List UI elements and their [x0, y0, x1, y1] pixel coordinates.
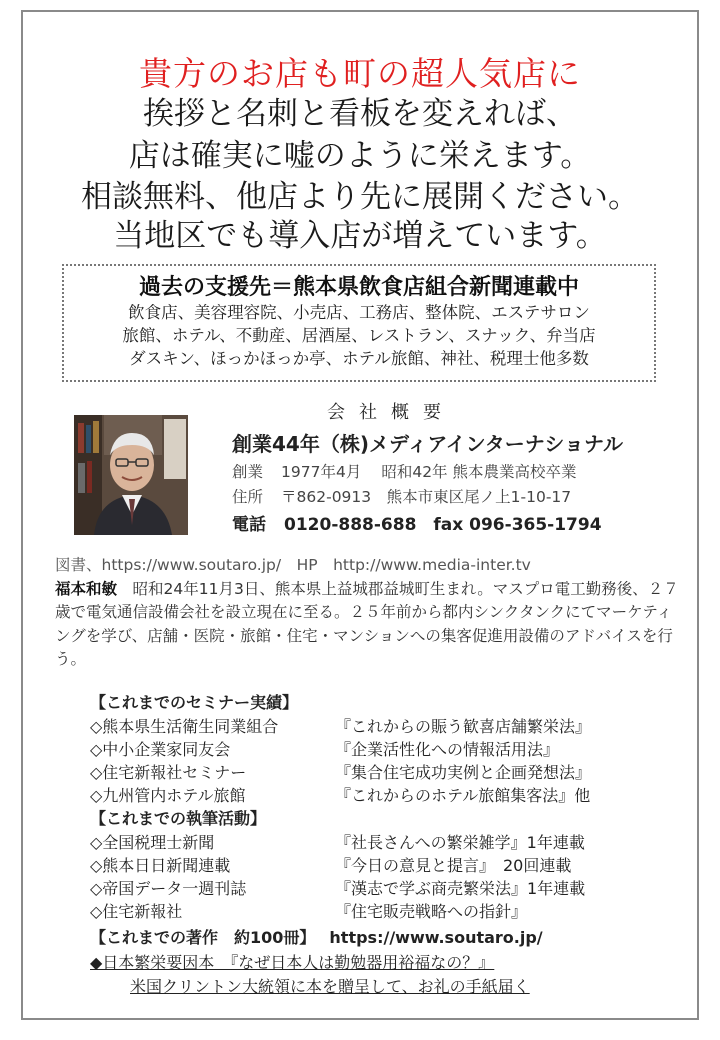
- list-item-org: ◇住宅新報社セミナー: [90, 763, 247, 782]
- founded-extra: 昭和42年 熊本農業高校卒業: [381, 463, 577, 481]
- writings-header: 【これまでの執筆活動】: [90, 809, 267, 828]
- books-line: [90, 925, 690, 951]
- headline-line-4: 当地区でも導入店が増えています。: [113, 218, 607, 254]
- list-item: [90, 761, 690, 784]
- company-section-title: 会社概要: [327, 402, 455, 423]
- bio-text-block: [55, 578, 685, 672]
- list-item-org: ◇熊本県生活衛生同業組合: [90, 717, 279, 736]
- support-box: [62, 264, 656, 382]
- phone-label: 電話: [232, 515, 266, 535]
- founded-date: 1977年4月: [281, 463, 362, 481]
- books-url: https://www.soutaro.jp/: [329, 928, 543, 947]
- headline-red: 貴方のお店も町の超人気店に: [139, 54, 581, 93]
- founded-row: [232, 460, 692, 482]
- list-item: [90, 831, 690, 854]
- list-item-title: 『集合住宅成功実例と企画発想法』: [335, 763, 592, 782]
- phone-value: 0120-888-688 fax 096-365-1794: [284, 515, 602, 535]
- support-line: 飲食店、美容理容院、小売店、工務店、整体院、エステサロン: [128, 303, 590, 322]
- achievements: [90, 691, 690, 999]
- list-item-org: ◇住宅新報社: [90, 902, 183, 921]
- bio-urls: 図書、https://www.soutaro.jp/ HP http://www.media-inter.tv: [55, 556, 531, 574]
- address-row: [232, 485, 692, 507]
- support-title: 過去の支援先＝熊本県飲食店組合新聞連載中: [138, 275, 579, 300]
- list-item-org: ◇九州管内ホテル旅館: [90, 786, 246, 805]
- list-item: [90, 738, 690, 761]
- company-info: [232, 398, 692, 535]
- list-item-title: 『これからのホテル旅館集客法』他: [335, 786, 591, 805]
- list-item-org: ◇中小企業家同友会: [90, 740, 231, 759]
- founder-photo: [74, 415, 188, 535]
- seminars-header: 【これまでのセミナー実績】: [90, 693, 299, 712]
- headline-line-2: 店は確実に嘘のように栄えます。: [128, 138, 592, 174]
- list-item-org: ◇帝国データ一週刊誌: [90, 879, 247, 898]
- list-item-title: 『漢志で学ぶ商売繁栄法』1年連載: [335, 879, 586, 898]
- address-value: 〒862-0913 熊本市東区尾ノ上1-10-17: [281, 488, 572, 506]
- headline-line-1: 挨拶と名刺と看板を変えれば、: [143, 96, 577, 132]
- list-item: [90, 900, 690, 923]
- list-item: [90, 715, 690, 738]
- company-name: 創業44年（株)メディアインターナショナル: [232, 432, 623, 456]
- book-highlight: ◆日本繁栄要因本 『なぜ日本人は勤勉器用裕福なの？』: [90, 953, 495, 972]
- founded-label: 創業: [232, 463, 264, 481]
- list-item-org: ◇全国税理士新聞: [90, 833, 215, 852]
- support-line: ダスキン、ほっかほっか亭、ホテル旅館、神社、税理士他多数: [129, 349, 589, 368]
- phone-row: [232, 510, 692, 535]
- book-note: 米国クリントン大統領に本を贈呈して、お礼の手紙届く: [130, 977, 530, 996]
- list-item-title: 『住宅販売戦略への指針』: [335, 902, 528, 921]
- list-item-title: 『企業活性化への情報活用法』: [335, 740, 560, 759]
- headline-line-3: 相談無料、他店より先に展開ください。: [81, 179, 639, 215]
- founder-name: 福本和敏: [55, 579, 118, 598]
- biography: [55, 554, 685, 672]
- list-item-title: 『これからの賑う歓喜店舗繁栄法』: [335, 717, 592, 736]
- list-item-title: 『社長さんへの繁栄雑学』1年連載: [335, 833, 585, 852]
- list-item: [90, 784, 690, 807]
- books-label: 【これまでの著作 約100冊】: [90, 928, 316, 947]
- list-item-org: ◇熊本日日新聞連載: [90, 856, 231, 875]
- address-label: 住所: [232, 488, 264, 506]
- list-item-title: 『今日の意見と提言』 20回連載: [335, 856, 572, 875]
- support-line: 旅館、ホテル、不動産、居酒屋、レストラン、スナック、弁当店: [122, 326, 596, 345]
- list-item: [90, 877, 690, 900]
- bio-text: 昭和24年11月3日、熊本県上益城郡益城町生まれ。マスプロ電工勤務後、２７歳で電気通信設備会社を設立現在に至る。２５年前から都内シンクタンクにてマーケティングを学び、店舗・医院・旅館・住宅・マンションへの集客促進用設備のアドバイスを行う。: [55, 579, 679, 668]
- list-item: [90, 854, 690, 877]
